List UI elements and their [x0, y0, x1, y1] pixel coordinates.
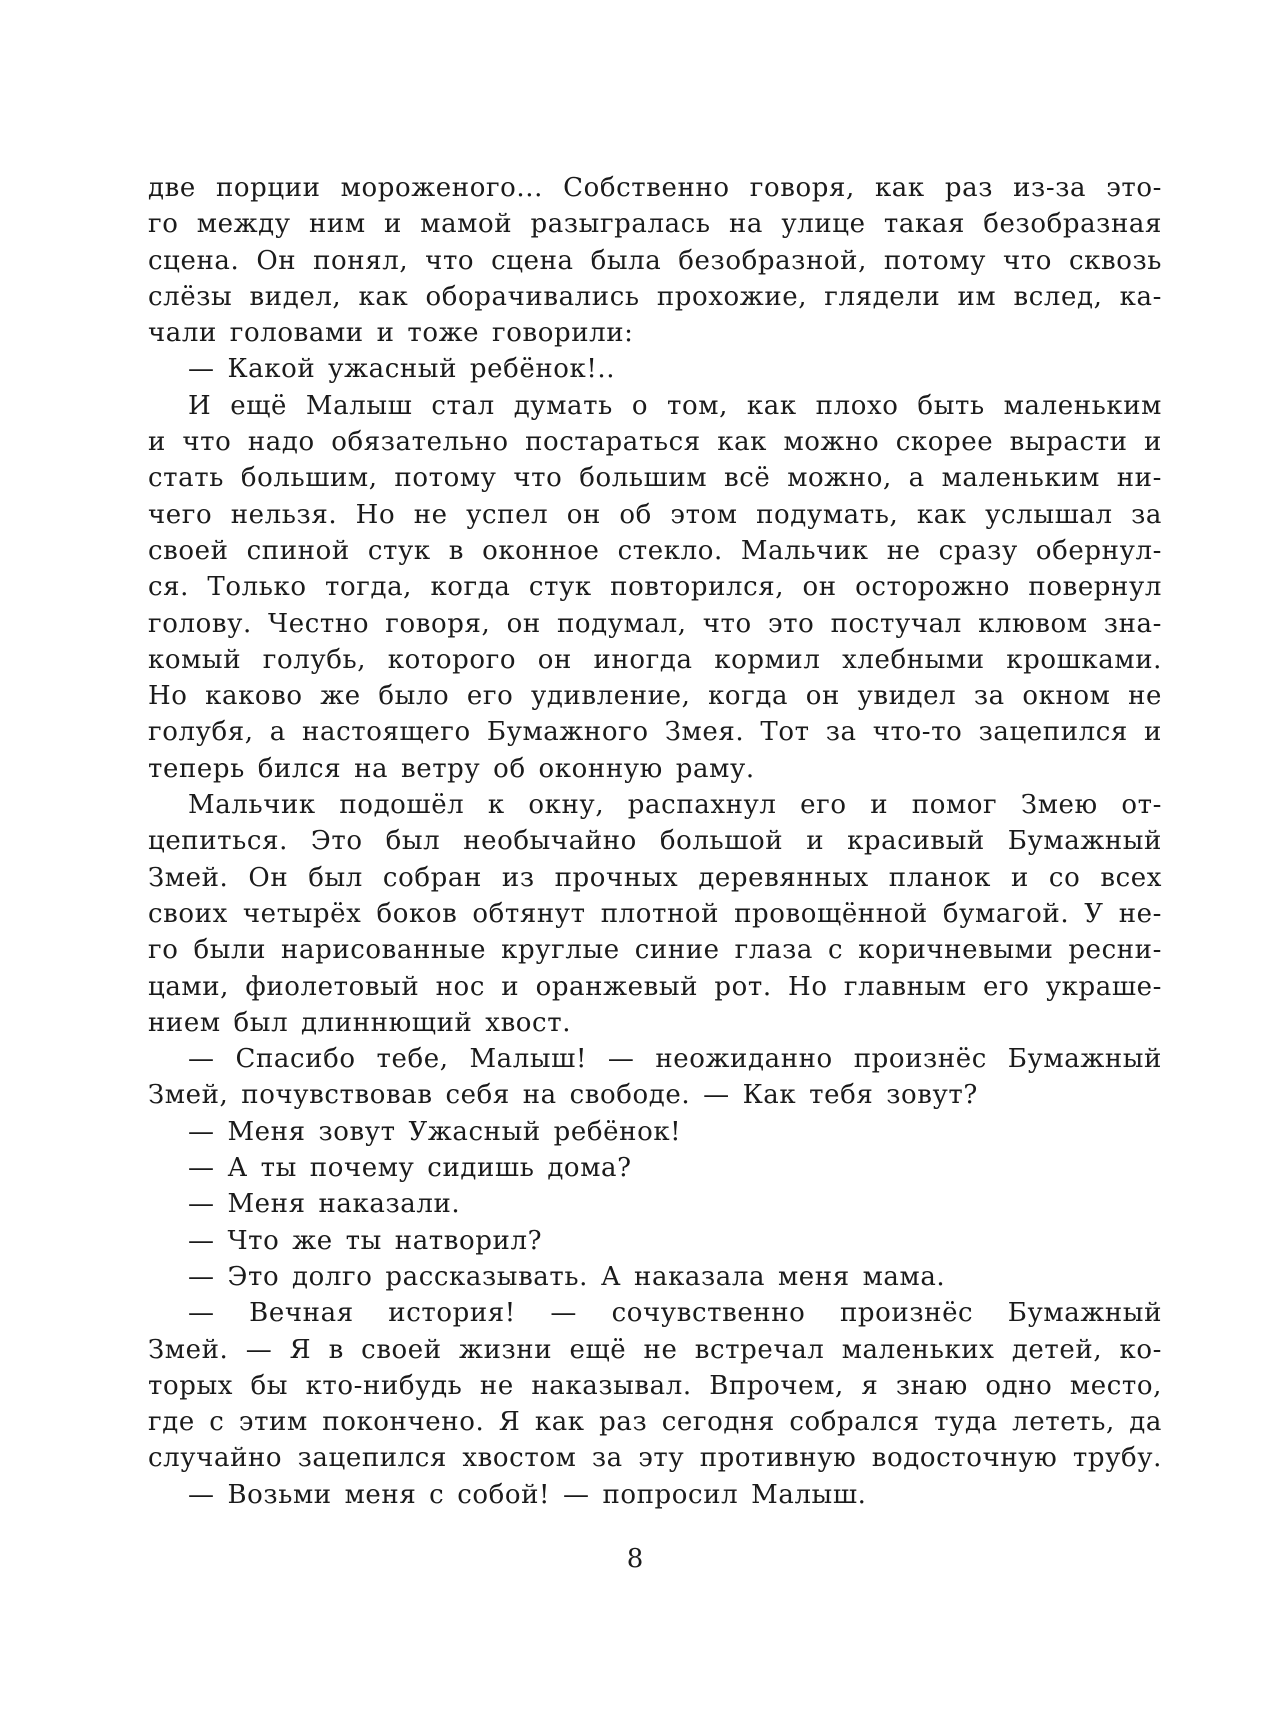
page-number: 8 [626, 1544, 644, 1574]
text-line: чего нельзя. Но не успел он об этом подумать, как услышал за [148, 499, 1162, 530]
text-line: — Вечная история! — сочувственно произнёс Бумажный [188, 1298, 1162, 1329]
text-line: ся. Только тогда, когда стук повторился, он осторожно повернул [148, 572, 1162, 603]
text-line: — Какой ужасный ребёнок!.. [188, 354, 616, 385]
text-line: голову. Честно говоря, он подумал, что это постучал клювом зна- [148, 608, 1162, 639]
text-line: своих четырёх боков обтянут плотной провощённой бумагой. У не- [148, 898, 1162, 929]
text-line: сцена. Он понял, что сцена была безобразной, потому что сквозь [148, 245, 1162, 276]
text-line: нием был длиннющий хвост. [148, 1007, 572, 1038]
text-line: Змей, почувствовав себя на свободе. — Как тебя зовут? [148, 1080, 978, 1111]
text-line: голубя, а настоящего Бумажного Змея. Тот за что-то зацепился и [148, 717, 1162, 748]
text-line: го между ним и мамой разыгралась на улице такая безобразная [148, 209, 1162, 240]
text-line: комый голубь, которого он иногда кормил хлебными крошками. [148, 644, 1162, 675]
text-line: стать большим, потому что большим всё можно, а маленьким ни- [148, 463, 1162, 494]
text-line: торых бы кто-нибудь не наказывал. Впрочем, я знаю одно место, [148, 1370, 1162, 1401]
text-line: го были нарисованные круглые синие глаза с коричневыми ресни- [148, 935, 1162, 966]
text-line: — Это долго рассказывать. А наказала меня мама. [188, 1261, 946, 1292]
text-line: — Возьми меня с собой! — попросил Малыш. [188, 1479, 867, 1510]
text-line: случайно зацепился хвостом за эту противную водосточную трубу. [148, 1443, 1162, 1474]
text-line: Мальчик подошёл к окну, распахнул его и помог Змею от- [188, 790, 1162, 821]
text-line: — Что же ты натворил? [188, 1225, 543, 1256]
text-line: Змей. — Я в своей жизни ещё не встречал маленьких детей, ко- [148, 1334, 1162, 1365]
text-line: цепиться. Это был необычайно большой и красивый Бумажный [148, 826, 1162, 857]
text-line: Змей. Он был собран из прочных деревянных планок и со всех [148, 862, 1162, 893]
text-line: чали головами и тоже говорили: [148, 318, 634, 349]
text-line: Но каково же было его удивление, когда он увидел за окном не [148, 681, 1162, 712]
text-line: цами, фиолетовый нос и оранжевый рот. Но главным его украше- [148, 971, 1162, 1002]
text-line: и что надо обязательно постараться как можно скорее вырасти и [148, 427, 1162, 458]
text-line: слёзы видел, как оборачивались прохожие, глядели им вслед, ка- [148, 281, 1162, 312]
text-line: где с этим покончено. Я как раз сегодня собрался туда лететь, да [148, 1407, 1162, 1438]
text-line: теперь бился на ветру об оконную раму. [148, 753, 755, 784]
text-line: своей спиной стук в оконное стекло. Мальчик не сразу обернул- [148, 535, 1162, 566]
text-line: две порции мороженого... Собственно говоря, как раз из-за это- [148, 173, 1162, 203]
text-line: И ещё Малыш стал думать о том, как плохо быть маленьким [188, 390, 1162, 421]
text-line: — Спасибо тебе, Малыш! — неожиданно произнёс Бумажный [188, 1044, 1162, 1075]
text-line: — Меня зовут Ужасный ребёнок! [188, 1116, 682, 1147]
text-line: — Меня наказали. [188, 1189, 461, 1220]
text-line: — А ты почему сидишь дома? [188, 1153, 632, 1184]
body-text [148, 170, 1162, 1513]
